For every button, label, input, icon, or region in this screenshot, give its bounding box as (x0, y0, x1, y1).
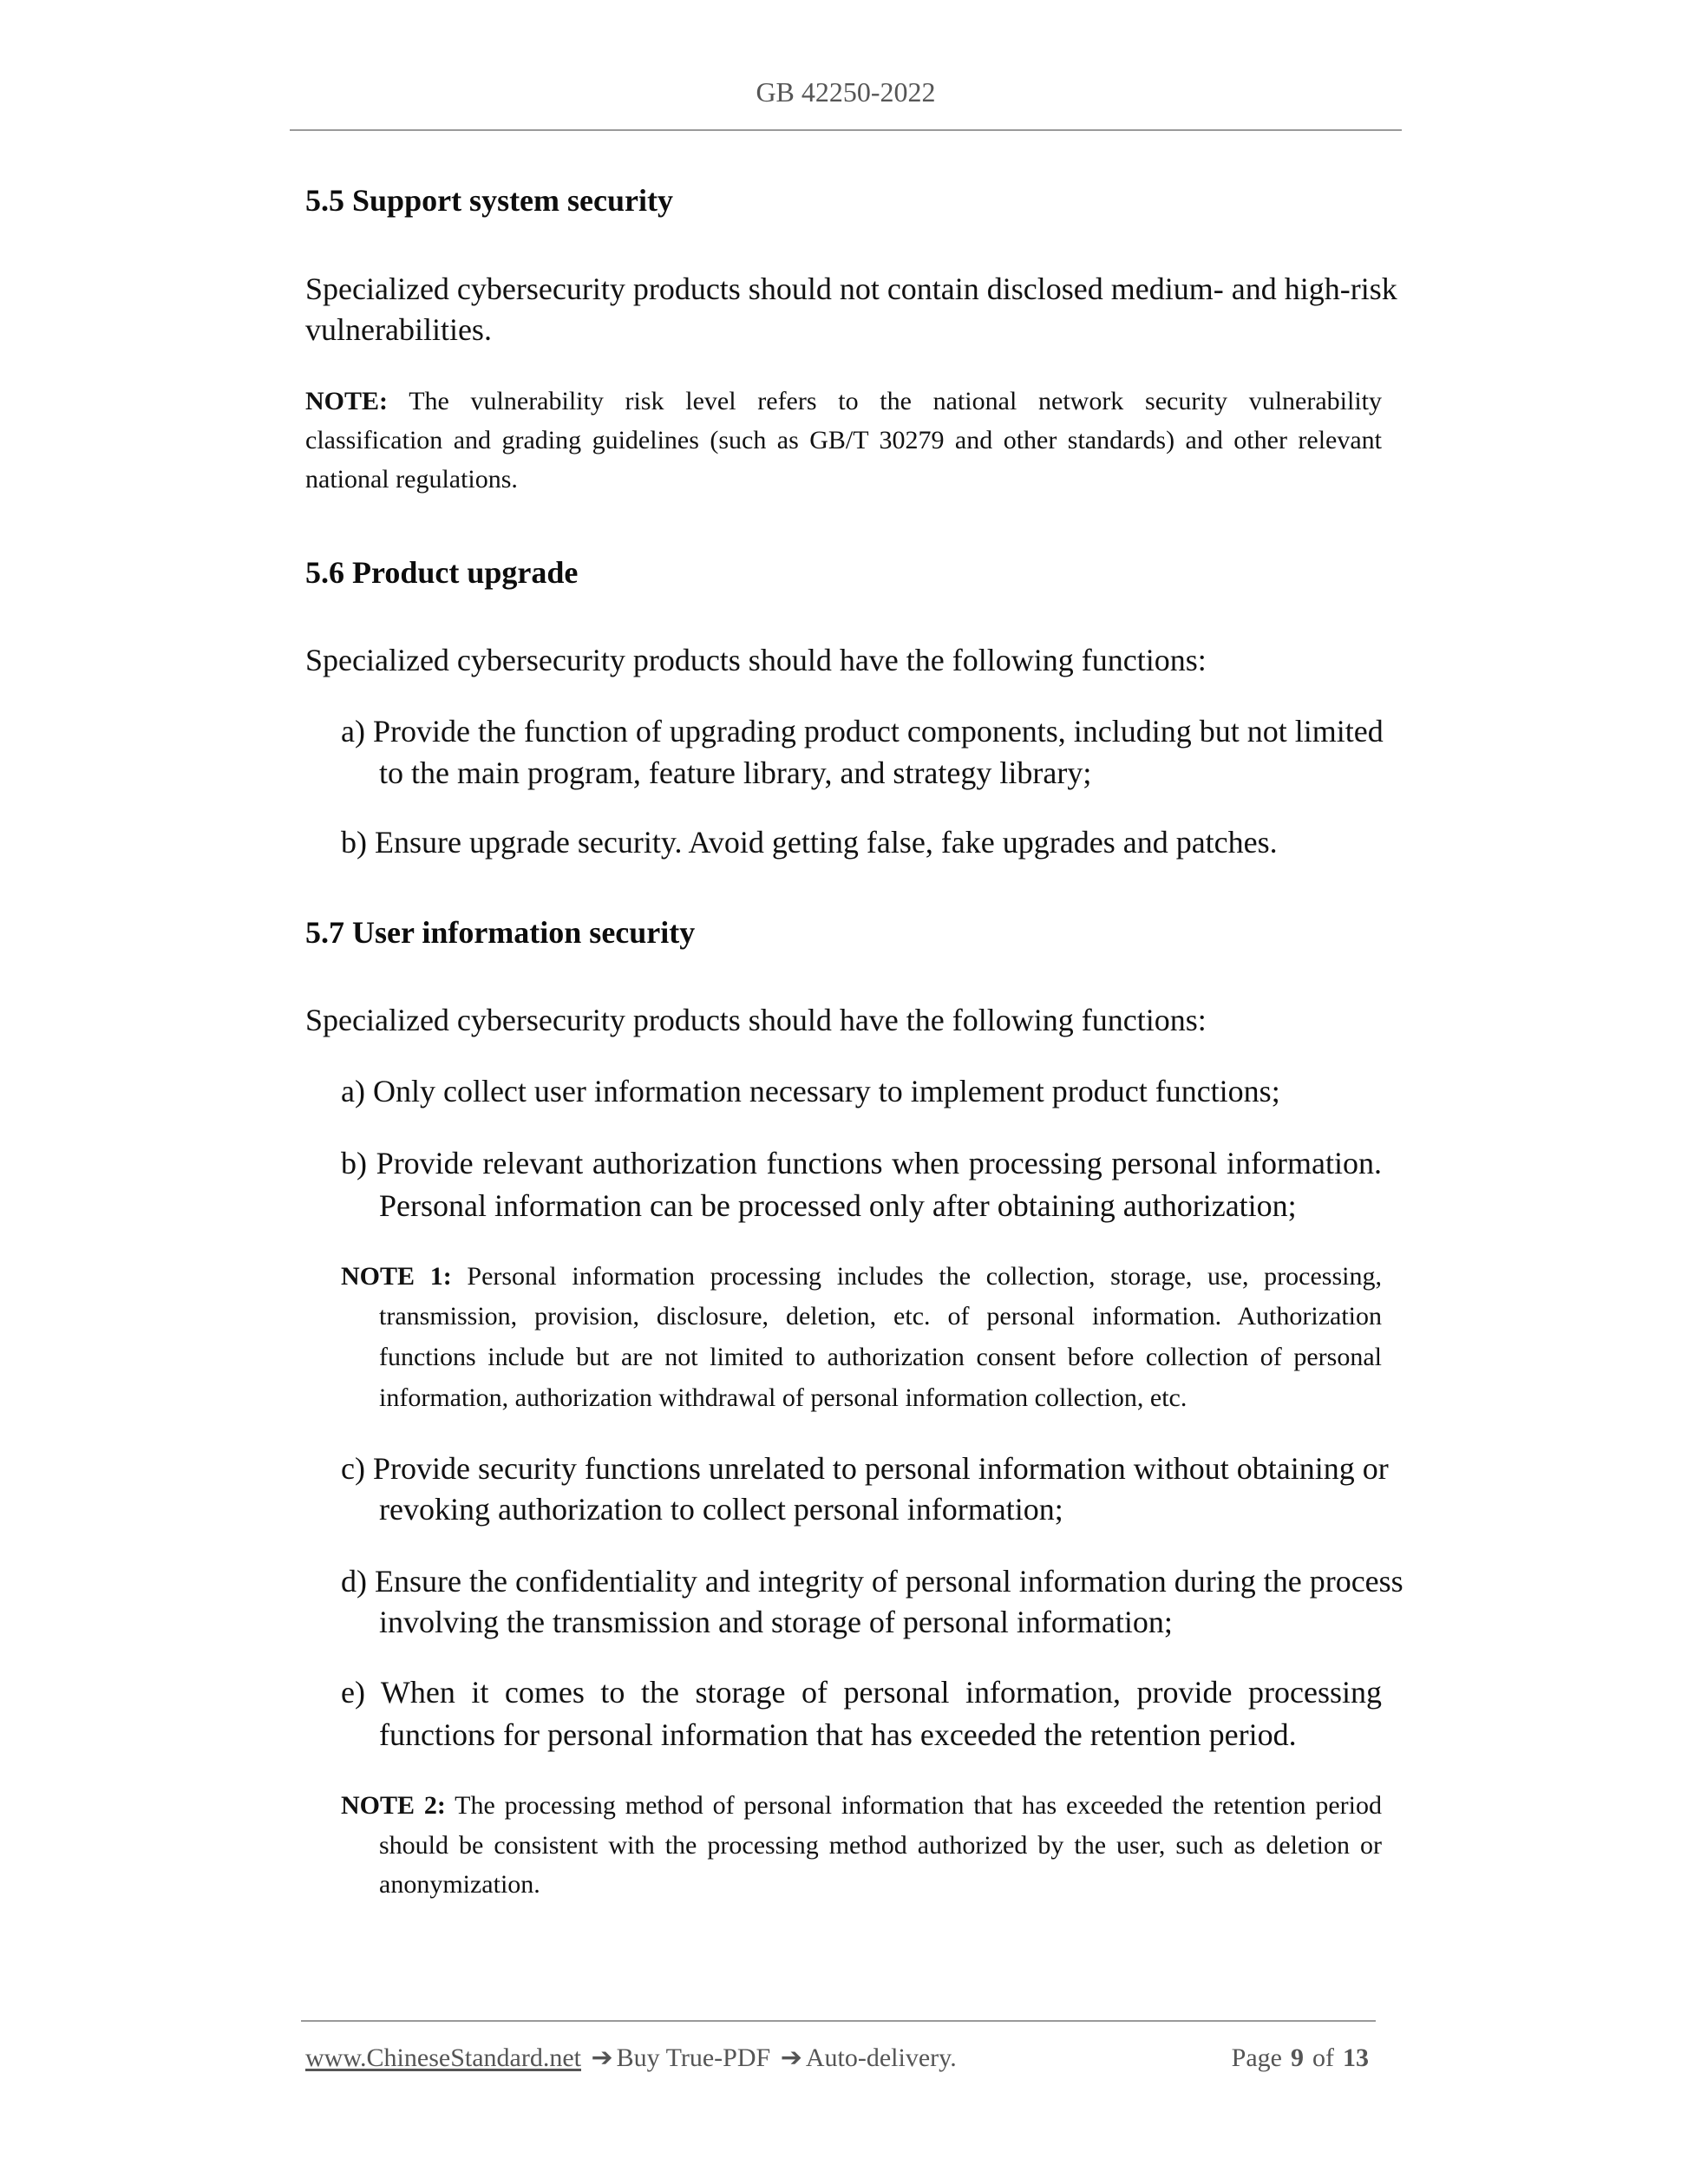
arrow-right-icon: ➔ (780, 2043, 802, 2072)
note-label: NOTE: (305, 387, 389, 415)
section-5-7-item-e-line-2: functions for personal information that has exceeded the retention period. (379, 1717, 1297, 1752)
note-text: Personal information processing includes the collection, storage, use, processing, (467, 1262, 1382, 1291)
page-current: 9 (1291, 2043, 1304, 2072)
list-item-text: Ensure the confidentiality and integrity of personal information during the process (375, 1564, 1403, 1599)
list-item-text: Provide relevant authorization functions when processing personal information. (376, 1146, 1382, 1180)
section-5-6-item-a-line-2: to the main program, feature library, and strategy library; (379, 755, 1092, 790)
list-marker: a) (341, 714, 365, 749)
list-item-text: Only collect user information necessary to implement product functions; (372, 1074, 1280, 1108)
list-item-text: Ensure upgrade security. Avoid getting false, fake upgrades and patches. (375, 825, 1278, 860)
section-5-7-item-b-line-1 (341, 1148, 1382, 1179)
section-5-5-note-line-3: national regulations. (305, 465, 518, 494)
list-marker: a) (341, 1074, 365, 1108)
section-5-7-item-c-line-2: revoking authorization to collect personal information; (379, 1492, 1063, 1527)
section-5-5-note-line-2: classification and grading guidelines (such as GB/T 30279 and other standards) and other relevant (305, 426, 1382, 454)
section-heading-5-6: 5.6 Product upgrade (305, 555, 579, 590)
section-5-5-note-line-1 (305, 389, 1382, 415)
section-5-7-item-b-line-2: Personal information can be processed only after obtaining authorization; (379, 1188, 1297, 1223)
section-5-7-note-1-line-2: transmission, provision, disclosure, deletion, etc. of personal information. Authorization (379, 1302, 1382, 1331)
section-5-5-paragraph-line-2: vulnerabilities. (305, 312, 492, 347)
section-5-7-item-a (341, 1076, 1382, 1107)
website-link[interactable]: www.ChineseStandard.net (305, 2043, 581, 2072)
list-marker: e) (341, 1675, 365, 1710)
section-5-7-note-2-line-2: should be consistent with the processing method authorized by the user, such as deletion or (379, 1831, 1382, 1860)
section-5-7-item-e-line-1 (341, 1677, 1382, 1708)
section-5-7-note-2-line-3: anonymization. (379, 1870, 540, 1899)
list-marker: c) (341, 1451, 365, 1486)
arrow-right-icon: ➔ (591, 2043, 613, 2072)
note-text: The processing method of personal information that has exceeded the retention period (455, 1791, 1382, 1820)
list-item-text: When it comes to the storage of personal information, provide processing (380, 1675, 1382, 1710)
section-heading-5-7: 5.7 User information security (305, 915, 696, 950)
page-indicator (1202, 2045, 1369, 2071)
document-header-title: GB 42250-2022 (756, 76, 936, 108)
section-5-7-item-d-line-2: involving the transmission and storage of personal information; (379, 1605, 1173, 1639)
section-5-6-item-a-line-1 (341, 716, 1382, 747)
section-5-7-note-1-line-4: information, authorization withdrawal of personal information collection, etc. (379, 1383, 1187, 1412)
section-5-7-intro: Specialized cybersecurity products should have the following functions: (305, 1003, 1207, 1037)
section-5-6-intro: Specialized cybersecurity products should have the following functions: (305, 643, 1207, 677)
section-5-7-note-1-line-3: functions include but are not limited to authorization consent before collection of personal (379, 1343, 1382, 1371)
note-text: The vulnerability risk level refers to the national network security vulnerability (409, 387, 1382, 415)
page-of-label: of (1312, 2043, 1334, 2072)
footer-promo (305, 2045, 957, 2071)
buy-true-pdf-text: Buy True-PDF (616, 2043, 771, 2072)
note-label: NOTE 1: (341, 1262, 452, 1291)
footer-divider (301, 2020, 1376, 2022)
list-marker: b) (341, 825, 367, 860)
section-5-7-item-d-line-1 (341, 1564, 1403, 1599)
section-heading-5-5: 5.5 Support system security (305, 183, 673, 218)
section-5-7-item-c-line-1 (341, 1451, 1389, 1486)
note-label: NOTE 2: (341, 1791, 446, 1820)
page-label: Page (1231, 2043, 1282, 2072)
page-total: 13 (1343, 2043, 1369, 2072)
list-item-text: Provide security functions unrelated to personal information without obtaining or (372, 1451, 1389, 1486)
list-marker: d) (341, 1564, 367, 1599)
auto-delivery-text: Auto-delivery. (805, 2043, 957, 2072)
section-5-6-item-b (341, 827, 1382, 858)
header-divider (290, 129, 1402, 131)
section-5-7-note-2-line-1 (341, 1793, 1382, 1819)
section-5-5-paragraph-line-1: Specialized cybersecurity products should not contain disclosed medium- and high-risk (305, 271, 1397, 306)
section-5-7-note-1-line-1 (341, 1264, 1382, 1290)
list-marker: b) (341, 1146, 367, 1180)
list-item-text: Provide the function of upgrading product components, including but not limited (372, 714, 1384, 749)
